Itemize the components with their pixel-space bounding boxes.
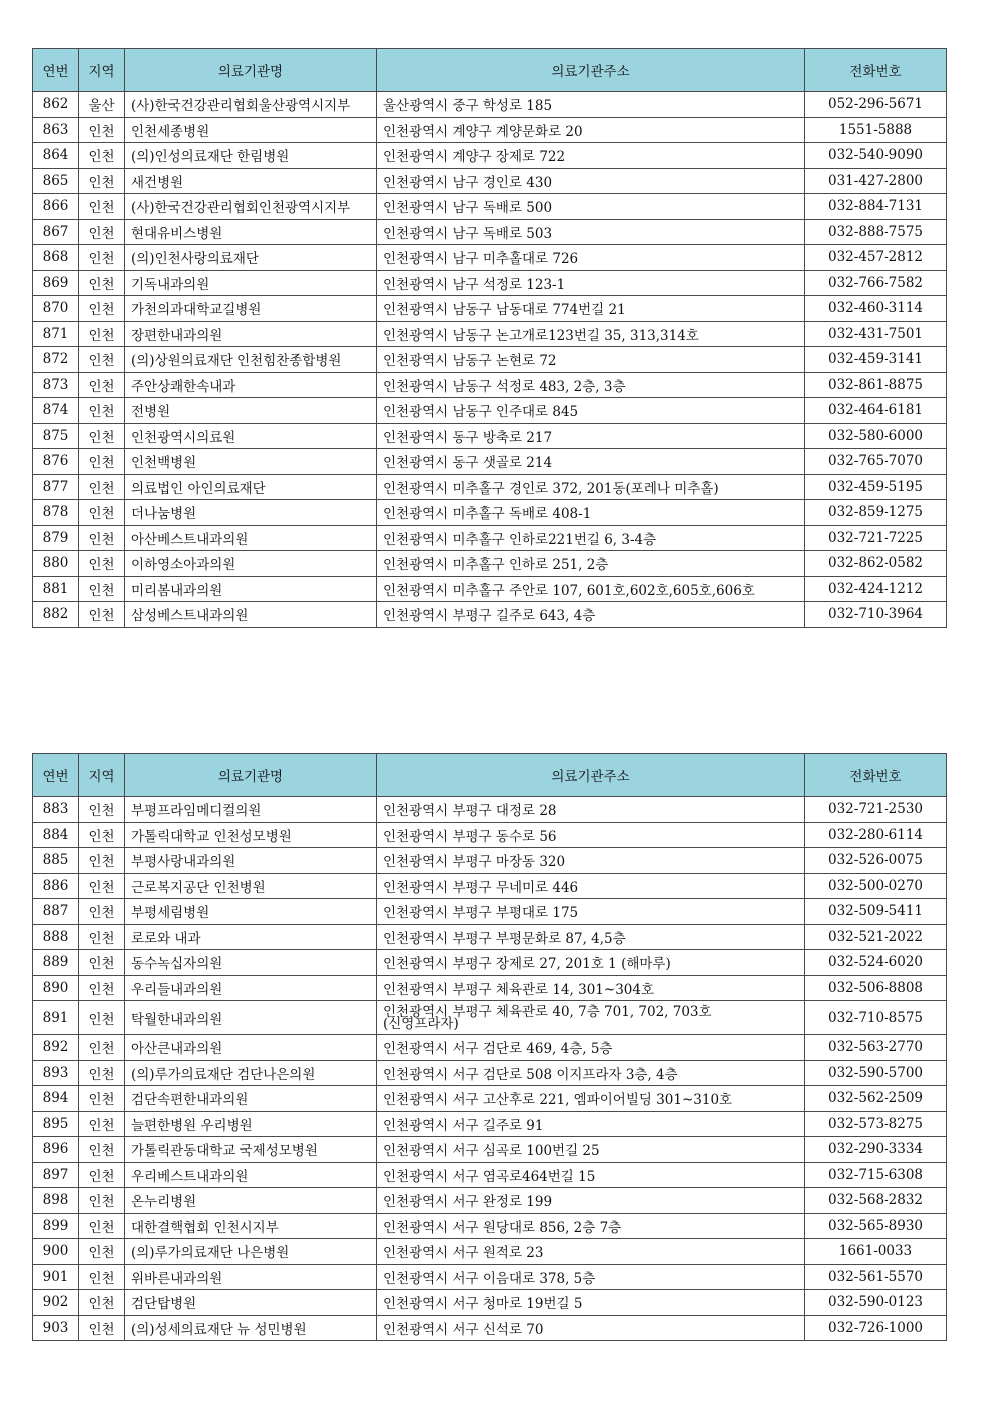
table-row	[33, 143, 947, 169]
cell-name: 근로복지공단 인천병원	[125, 873, 377, 899]
table-row	[33, 822, 947, 848]
cell-phone: 032-568-2832	[805, 1188, 947, 1214]
table-body-2	[33, 797, 947, 1341]
cell-no: 864	[33, 143, 79, 169]
cell-name: 부평사랑내과의원	[125, 848, 377, 874]
cell-no: 869	[33, 270, 79, 296]
cell-address: 인천광역시 서구 심곡로 100번길 25	[377, 1137, 805, 1163]
cell-no: 885	[33, 848, 79, 874]
cell-phone: 052-296-5671	[805, 92, 947, 118]
table-row	[33, 194, 947, 220]
cell-name: 의료법인 아인의료재단	[125, 474, 377, 500]
cell-address: 울산광역시 중구 학성로 185	[377, 92, 805, 118]
cell-region: 인천	[79, 975, 125, 1001]
table-row	[33, 525, 947, 551]
cell-phone: 032-459-3141	[805, 347, 947, 373]
cell-name: 인천세종병원	[125, 117, 377, 143]
header-region: 지역	[79, 49, 125, 92]
table-row	[33, 551, 947, 577]
table-row	[33, 1086, 947, 1112]
cell-region: 인천	[79, 1086, 125, 1112]
cell-phone: 032-460-3114	[805, 296, 947, 322]
cell-name: 미리봄내과의원	[125, 576, 377, 602]
cell-name: (의)인천사랑의료재단	[125, 245, 377, 271]
cell-address: 인천광역시 동구 샛골로 214	[377, 449, 805, 475]
cell-region: 인천	[79, 822, 125, 848]
cell-region: 인천	[79, 1290, 125, 1316]
table-row	[33, 321, 947, 347]
cell-phone: 032-726-1000	[805, 1315, 947, 1341]
cell-name: 기독내과의원	[125, 270, 377, 296]
cell-phone: 032-884-7131	[805, 194, 947, 220]
cell-no: 900	[33, 1239, 79, 1265]
table-row	[33, 296, 947, 322]
cell-no: 876	[33, 449, 79, 475]
cell-phone: 032-861-8875	[805, 372, 947, 398]
cell-region: 인천	[79, 372, 125, 398]
cell-no: 892	[33, 1035, 79, 1061]
cell-name: (의)성세의료재단 뉴 성민병원	[125, 1315, 377, 1341]
cell-phone: 032-561-5570	[805, 1264, 947, 1290]
cell-no: 877	[33, 474, 79, 500]
cell-no: 888	[33, 924, 79, 950]
cell-no: 880	[33, 551, 79, 577]
cell-no: 881	[33, 576, 79, 602]
cell-region: 인천	[79, 602, 125, 628]
cell-phone: 032-459-5195	[805, 474, 947, 500]
cell-region: 인천	[79, 525, 125, 551]
cell-phone: 032-565-8930	[805, 1213, 947, 1239]
cell-no: 865	[33, 168, 79, 194]
header-phone: 전화번호	[805, 754, 947, 797]
cell-address: 인천광역시 부평구 부평문화로 87, 4,5층	[377, 924, 805, 950]
cell-region: 인천	[79, 449, 125, 475]
cell-phone: 031-427-2800	[805, 168, 947, 194]
cell-region: 인천	[79, 950, 125, 976]
cell-name: 온누리병원	[125, 1188, 377, 1214]
cell-address: 인천광역시 부평구 마장동 320	[377, 848, 805, 874]
cell-phone: 032-562-2509	[805, 1086, 947, 1112]
table-row	[33, 423, 947, 449]
cell-address: 인천광역시 남동구 인주대로 845	[377, 398, 805, 424]
cell-address: 인천광역시 남구 석정로 123-1	[377, 270, 805, 296]
cell-no: 872	[33, 347, 79, 373]
cell-phone: 032-290-3334	[805, 1137, 947, 1163]
cell-address: 인천광역시 서구 검단로 508 이지프라자 3층, 4층	[377, 1060, 805, 1086]
table-row	[33, 270, 947, 296]
cell-address: 인천광역시 서구 원당대로 856, 2층 7층	[377, 1213, 805, 1239]
cell-phone: 032-721-7225	[805, 525, 947, 551]
cell-name: 장편한내과의원	[125, 321, 377, 347]
cell-region: 인천	[79, 474, 125, 500]
cell-region: 인천	[79, 873, 125, 899]
cell-name: (사)한국건강관리협회인천광역시지부	[125, 194, 377, 220]
cell-name: 부평프라임메디컬의원	[125, 797, 377, 823]
table-row	[33, 1264, 947, 1290]
cell-address: 인천광역시 미추홀구 독배로 408-1	[377, 500, 805, 526]
cell-name: (의)루가의료재단 검단나은의원	[125, 1060, 377, 1086]
cell-address: 인천광역시 남구 미추홀대로 726	[377, 245, 805, 271]
table-row	[33, 1001, 947, 1035]
cell-region: 인천	[79, 296, 125, 322]
table-row	[33, 1290, 947, 1316]
cell-address: 인천광역시 부평구 부평대로 175	[377, 899, 805, 925]
cell-no: 889	[33, 950, 79, 976]
table-row	[33, 602, 947, 628]
cell-address: 인천광역시 남구 경인로 430	[377, 168, 805, 194]
cell-region: 인천	[79, 168, 125, 194]
cell-name: 아산큰내과의원	[125, 1035, 377, 1061]
cell-no: 903	[33, 1315, 79, 1341]
cell-region: 인천	[79, 347, 125, 373]
cell-region: 인천	[79, 1035, 125, 1061]
cell-name: 전병원	[125, 398, 377, 424]
cell-name: 우리베스트내과의원	[125, 1162, 377, 1188]
cell-region: 인천	[79, 321, 125, 347]
cell-name: 인천백병원	[125, 449, 377, 475]
cell-region: 인천	[79, 797, 125, 823]
cell-no: 873	[33, 372, 79, 398]
cell-phone: 1551-5888	[805, 117, 947, 143]
cell-address: 인천광역시 부평구 무네미로 446	[377, 873, 805, 899]
table-row	[33, 975, 947, 1001]
cell-name: 로로와 내과	[125, 924, 377, 950]
cell-region: 인천	[79, 194, 125, 220]
address-line-2: (신영프라자)	[383, 1015, 459, 1032]
cell-address: 인천광역시 서구 신석로 70	[377, 1315, 805, 1341]
cell-name: 늘편한병원 우리병원	[125, 1111, 377, 1137]
cell-address: 인천광역시 미추홀구 경인로 372, 201동(포레나 미추홀)	[377, 474, 805, 500]
cell-region: 인천	[79, 398, 125, 424]
cell-phone: 032-506-8808	[805, 975, 947, 1001]
cell-name: 더나눔병원	[125, 500, 377, 526]
cell-phone: 032-524-6020	[805, 950, 947, 976]
cell-no: 878	[33, 500, 79, 526]
cell-address: 인천광역시 서구 길주로 91	[377, 1111, 805, 1137]
cell-phone: 032-540-9090	[805, 143, 947, 169]
table-row	[33, 117, 947, 143]
header-no: 연번	[33, 754, 79, 797]
cell-phone: 032-500-0270	[805, 873, 947, 899]
cell-address: 인천광역시 계양구 장제로 722	[377, 143, 805, 169]
cell-phone: 032-766-7582	[805, 270, 947, 296]
cell-region: 인천	[79, 1137, 125, 1163]
table-row	[33, 950, 947, 976]
table-row	[33, 500, 947, 526]
table-row	[33, 1060, 947, 1086]
header-no: 연번	[33, 49, 79, 92]
cell-address: 인천광역시 서구 이음대로 378, 5층	[377, 1264, 805, 1290]
cell-no: 887	[33, 899, 79, 925]
cell-no: 871	[33, 321, 79, 347]
cell-region: 인천	[79, 423, 125, 449]
address-line-1: 인천광역시 부평구 체육관로 40, 7층 701, 702, 703호	[383, 1003, 712, 1020]
cell-no: 896	[33, 1137, 79, 1163]
cell-address: 인천광역시 남동구 논고개로123번길 35, 313,314호	[377, 321, 805, 347]
cell-name: (사)한국건강관리협회울산광역시지부	[125, 92, 377, 118]
header-address: 의료기관주소	[377, 754, 805, 797]
cell-no: 879	[33, 525, 79, 551]
cell-no: 867	[33, 219, 79, 245]
cell-phone: 032-580-6000	[805, 423, 947, 449]
hospital-table-1	[32, 48, 947, 628]
cell-address: 인천광역시 미추홀구 인하로221번길 6, 3-4층	[377, 525, 805, 551]
cell-no: 898	[33, 1188, 79, 1214]
cell-name: 우리들내과의원	[125, 975, 377, 1001]
cell-no: 890	[33, 975, 79, 1001]
cell-region: 인천	[79, 924, 125, 950]
cell-name: (의)루가의료재단 나은병원	[125, 1239, 377, 1265]
header-region: 지역	[79, 754, 125, 797]
cell-name: 가톨릭대학교 인천성모병원	[125, 822, 377, 848]
cell-no: 875	[33, 423, 79, 449]
cell-no: 891	[33, 1001, 79, 1035]
header-phone: 전화번호	[805, 49, 947, 92]
table-header-row	[33, 754, 947, 797]
cell-region: 인천	[79, 1162, 125, 1188]
cell-phone: 032-526-0075	[805, 848, 947, 874]
cell-address: 인천광역시 부평구 길주로 643, 4층	[377, 602, 805, 628]
table-row	[33, 1315, 947, 1341]
cell-region: 인천	[79, 1111, 125, 1137]
table-row	[33, 1213, 947, 1239]
cell-no: 897	[33, 1162, 79, 1188]
cell-phone: 1661-0033	[805, 1239, 947, 1265]
cell-name: 부평세림병원	[125, 899, 377, 925]
cell-name: 인천광역시의료원	[125, 423, 377, 449]
cell-no: 895	[33, 1111, 79, 1137]
cell-address: 인천광역시 서구 청마로 19번길 5	[377, 1290, 805, 1316]
cell-no: 866	[33, 194, 79, 220]
cell-no: 868	[33, 245, 79, 271]
cell-region: 인천	[79, 1060, 125, 1086]
cell-region: 인천	[79, 117, 125, 143]
cell-no: 870	[33, 296, 79, 322]
cell-no: 902	[33, 1290, 79, 1316]
cell-address	[377, 1001, 805, 1035]
cell-address: 인천광역시 미추홀구 주안로 107, 601호,602호,605호,606호	[377, 576, 805, 602]
table-row	[33, 474, 947, 500]
cell-address: 인천광역시 계양구 계양문화로 20	[377, 117, 805, 143]
cell-no: 883	[33, 797, 79, 823]
table-row	[33, 873, 947, 899]
cell-region: 인천	[79, 848, 125, 874]
cell-name: 위바른내과의원	[125, 1264, 377, 1290]
cell-phone: 032-859-1275	[805, 500, 947, 526]
table-row	[33, 1137, 947, 1163]
cell-address: 인천광역시 남동구 남동대로 774번길 21	[377, 296, 805, 322]
cell-region: 인천	[79, 576, 125, 602]
hospital-table-2	[32, 753, 947, 1341]
cell-no: 874	[33, 398, 79, 424]
cell-no: 893	[33, 1060, 79, 1086]
table-row	[33, 1162, 947, 1188]
table-row	[33, 245, 947, 271]
cell-region: 인천	[79, 899, 125, 925]
cell-phone: 032-464-6181	[805, 398, 947, 424]
cell-name: 동수녹십자의원	[125, 950, 377, 976]
cell-address: 인천광역시 부평구 대정로 28	[377, 797, 805, 823]
cell-region: 인천	[79, 245, 125, 271]
table-row	[33, 398, 947, 424]
table-row	[33, 1188, 947, 1214]
table-row	[33, 347, 947, 373]
cell-phone: 032-715-6308	[805, 1162, 947, 1188]
table-row	[33, 848, 947, 874]
cell-name: (의)상원의료재단 인천힘찬종합병원	[125, 347, 377, 373]
cell-no: 863	[33, 117, 79, 143]
cell-phone: 032-431-7501	[805, 321, 947, 347]
table-row	[33, 92, 947, 118]
table-row	[33, 372, 947, 398]
cell-name: 아산베스트내과의원	[125, 525, 377, 551]
cell-address: 인천광역시 남동구 논현로 72	[377, 347, 805, 373]
cell-address: 인천광역시 남동구 석정로 483, 2층, 3층	[377, 372, 805, 398]
cell-phone: 032-521-2022	[805, 924, 947, 950]
cell-region: 인천	[79, 500, 125, 526]
cell-region: 울산	[79, 92, 125, 118]
cell-name: 주안상쾌한속내과	[125, 372, 377, 398]
cell-phone: 032-710-3964	[805, 602, 947, 628]
cell-no: 884	[33, 822, 79, 848]
cell-region: 인천	[79, 270, 125, 296]
table-row	[33, 797, 947, 823]
cell-name: 삼성베스트내과의원	[125, 602, 377, 628]
cell-address: 인천광역시 서구 염곡로464번길 15	[377, 1162, 805, 1188]
table-row	[33, 1239, 947, 1265]
cell-phone: 032-888-7575	[805, 219, 947, 245]
cell-region: 인천	[79, 1213, 125, 1239]
table-row	[33, 449, 947, 475]
table-row	[33, 1111, 947, 1137]
cell-no: 901	[33, 1264, 79, 1290]
cell-address: 인천광역시 서구 완정로 199	[377, 1188, 805, 1214]
cell-address: 인천광역시 서구 고산후로 221, 엠파이어빌딩 301~310호	[377, 1086, 805, 1112]
cell-name: 검단속편한내과의원	[125, 1086, 377, 1112]
header-name: 의료기관명	[125, 754, 377, 797]
cell-phone: 032-563-2770	[805, 1035, 947, 1061]
cell-region: 인천	[79, 1239, 125, 1265]
table-row	[33, 899, 947, 925]
cell-region: 인천	[79, 1264, 125, 1290]
table-header-row	[33, 49, 947, 92]
cell-phone: 032-573-8275	[805, 1111, 947, 1137]
cell-name: 검단탑병원	[125, 1290, 377, 1316]
cell-name: (의)인성의료재단 한림병원	[125, 143, 377, 169]
cell-phone: 032-424-1212	[805, 576, 947, 602]
cell-address: 인천광역시 미추홀구 인하로 251, 2층	[377, 551, 805, 577]
cell-phone: 032-509-5411	[805, 899, 947, 925]
cell-no: 882	[33, 602, 79, 628]
cell-address: 인천광역시 부평구 동수로 56	[377, 822, 805, 848]
header-name: 의료기관명	[125, 49, 377, 92]
cell-address: 인천광역시 남구 독배로 503	[377, 219, 805, 245]
header-address: 의료기관주소	[377, 49, 805, 92]
cell-phone: 032-590-0123	[805, 1290, 947, 1316]
cell-name: 탁월한내과의원	[125, 1001, 377, 1035]
cell-address: 인천광역시 남구 독배로 500	[377, 194, 805, 220]
cell-region: 인천	[79, 219, 125, 245]
cell-phone: 032-457-2812	[805, 245, 947, 271]
table-body-1	[33, 92, 947, 628]
cell-phone: 032-280-6114	[805, 822, 947, 848]
cell-name: 이하영소아과의원	[125, 551, 377, 577]
cell-no: 899	[33, 1213, 79, 1239]
table-row	[33, 219, 947, 245]
cell-name: 가천의과대학교길병원	[125, 296, 377, 322]
cell-region: 인천	[79, 1315, 125, 1341]
cell-region: 인천	[79, 143, 125, 169]
cell-region: 인천	[79, 1001, 125, 1035]
cell-phone: 032-710-8575	[805, 1001, 947, 1035]
cell-region: 인천	[79, 551, 125, 577]
cell-phone: 032-721-2530	[805, 797, 947, 823]
cell-phone: 032-862-0582	[805, 551, 947, 577]
table-row	[33, 924, 947, 950]
cell-no: 862	[33, 92, 79, 118]
cell-no: 894	[33, 1086, 79, 1112]
cell-name: 대한결핵협회 인천시지부	[125, 1213, 377, 1239]
cell-phone: 032-765-7070	[805, 449, 947, 475]
cell-region: 인천	[79, 1188, 125, 1214]
table-row	[33, 1035, 947, 1061]
cell-address: 인천광역시 서구 검단로 469, 4층, 5층	[377, 1035, 805, 1061]
cell-phone: 032-590-5700	[805, 1060, 947, 1086]
cell-address: 인천광역시 동구 방축로 217	[377, 423, 805, 449]
table-row	[33, 168, 947, 194]
table-row	[33, 576, 947, 602]
cell-name: 가톨릭관동대학교 국제성모병원	[125, 1137, 377, 1163]
cell-address: 인천광역시 서구 원적로 23	[377, 1239, 805, 1265]
cell-name: 현대유비스병원	[125, 219, 377, 245]
cell-no: 886	[33, 873, 79, 899]
cell-name: 새건병원	[125, 168, 377, 194]
cell-address: 인천광역시 부평구 장제로 27, 201호 1 (해마루)	[377, 950, 805, 976]
cell-address: 인천광역시 부평구 체육관로 14, 301~304호	[377, 975, 805, 1001]
